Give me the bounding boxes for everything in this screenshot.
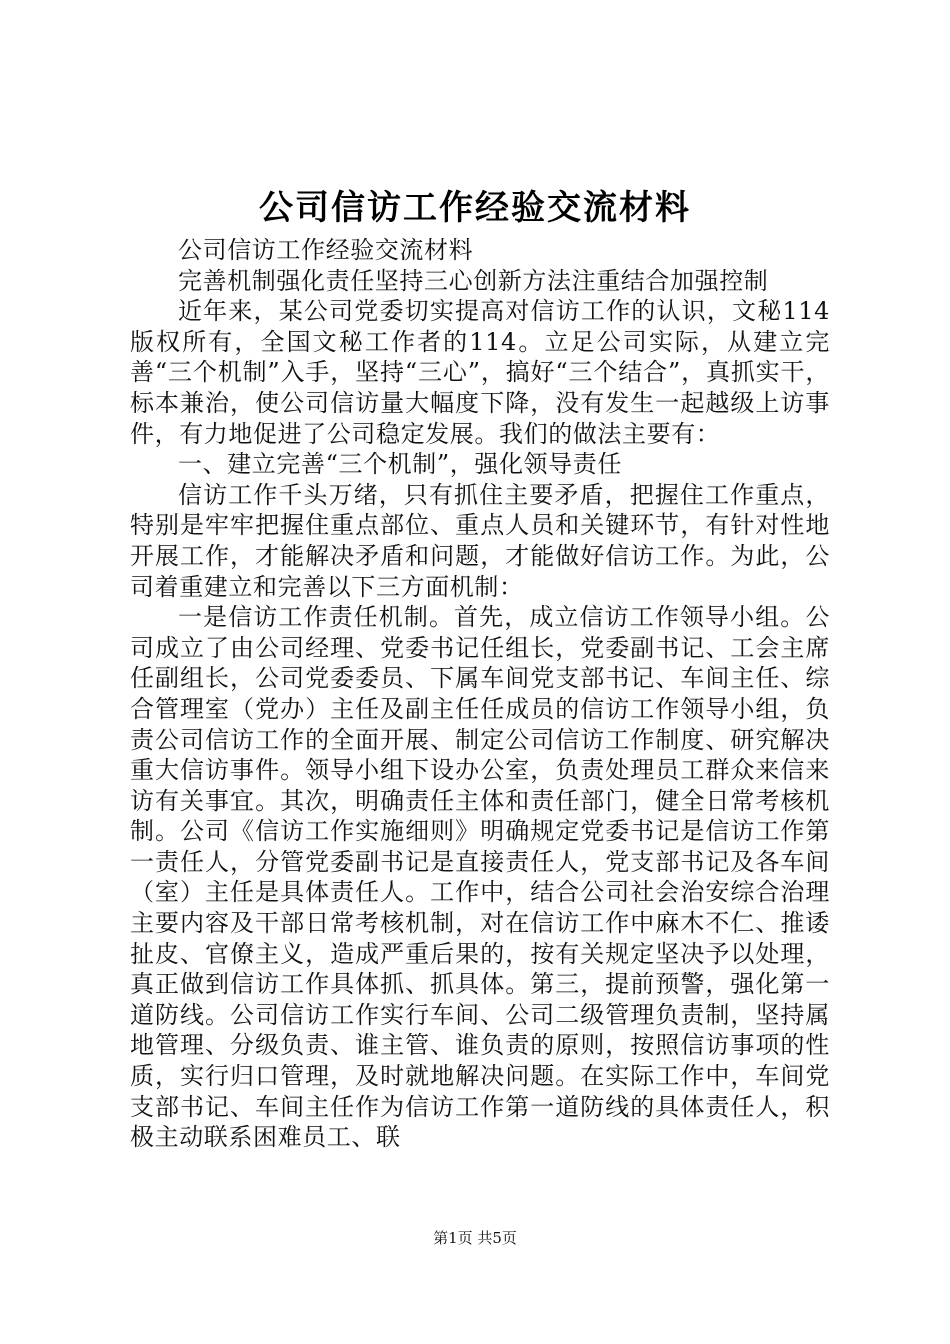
body-paragraph: 信访工作千头万绪，只有抓住主要矛盾，把握住工作重点，特别是牢牢把握住重点部位、重点人员和关键环节，有针对性地开展工作，才能解决矛盾和问题，才能做好信访工作。为此，公司着重建立和完善以下三方面机制： <box>130 480 830 601</box>
subtitle-paragraph: 公司信访工作经验交流材料 <box>178 236 474 264</box>
tagline-paragraph: 完善机制强化责任坚持三心创新方法注重结合加强控制 <box>178 266 769 295</box>
intro-paragraph: 近年来，某公司党委切实提高对信访工作的认识，文秘114版权所有，全国文秘工作者的114。立足公司实际，从建立完善“三个机制”入手，坚持“三心”，搞好“三个结合”，真抓实干，标本兼治，使公司信访量大幅度下降，没有发生一起越级上访事件，有力地促进了公司稳定发展。我们的做法主要有： <box>130 297 830 448</box>
page-number-footer: 第1页 共5页 <box>433 1229 517 1247</box>
body-paragraph: 一是信访工作责任机制。首先，成立信访工作领导小组。公司成立了由公司经理、党委书记任组长，党委副书记、工会主席任副组长，公司党委委员、下属车间党支部书记、车间主任、综合管理室（党办）主任及副主任任成员的信访工作领导小组，负责公司信访工作的全面开展、制定公司信访工作制度、研究解决重大信访事件。领导小组下设办公室，负责处理员工群众来信来访有关事宜。其次，明确责任主体和责任部门，健全日常考核机制。公司《信访工作实施细则》明确规定党委书记是信访工作第一责任人，分管党委副书记是直接责任人，党支部书记及各车间（室）主任是具体责任人。工作中，结合公司社会治安综合治理主要内容及干部日常考核机制，对在信访工作中麻木不仁、推诿扯皮、官僚主义，造成严重后果的，按有关规定坚决予以处理，真正做到信访工作具体抓、抓具体。第三，提前预警，强化第一道防线。公司信访工作实行车间、公司二级管理负责制，坚持属地管理、分级负责、谁主管、谁负责的原则，按照信访事项的性质，实行归口管理，及时就地解决问题。在实际工作中，车间党支部书记、车间主任作为信访工作第一道防线的具体责任人，积极主动联系困难员工、联 <box>130 603 830 1152</box>
section-heading: 一、建立完善“三个机制”，强化领导责任 <box>178 450 622 479</box>
document-title: 公司信访工作经验交流材料 <box>259 188 691 228</box>
document-body <box>130 235 830 1153</box>
